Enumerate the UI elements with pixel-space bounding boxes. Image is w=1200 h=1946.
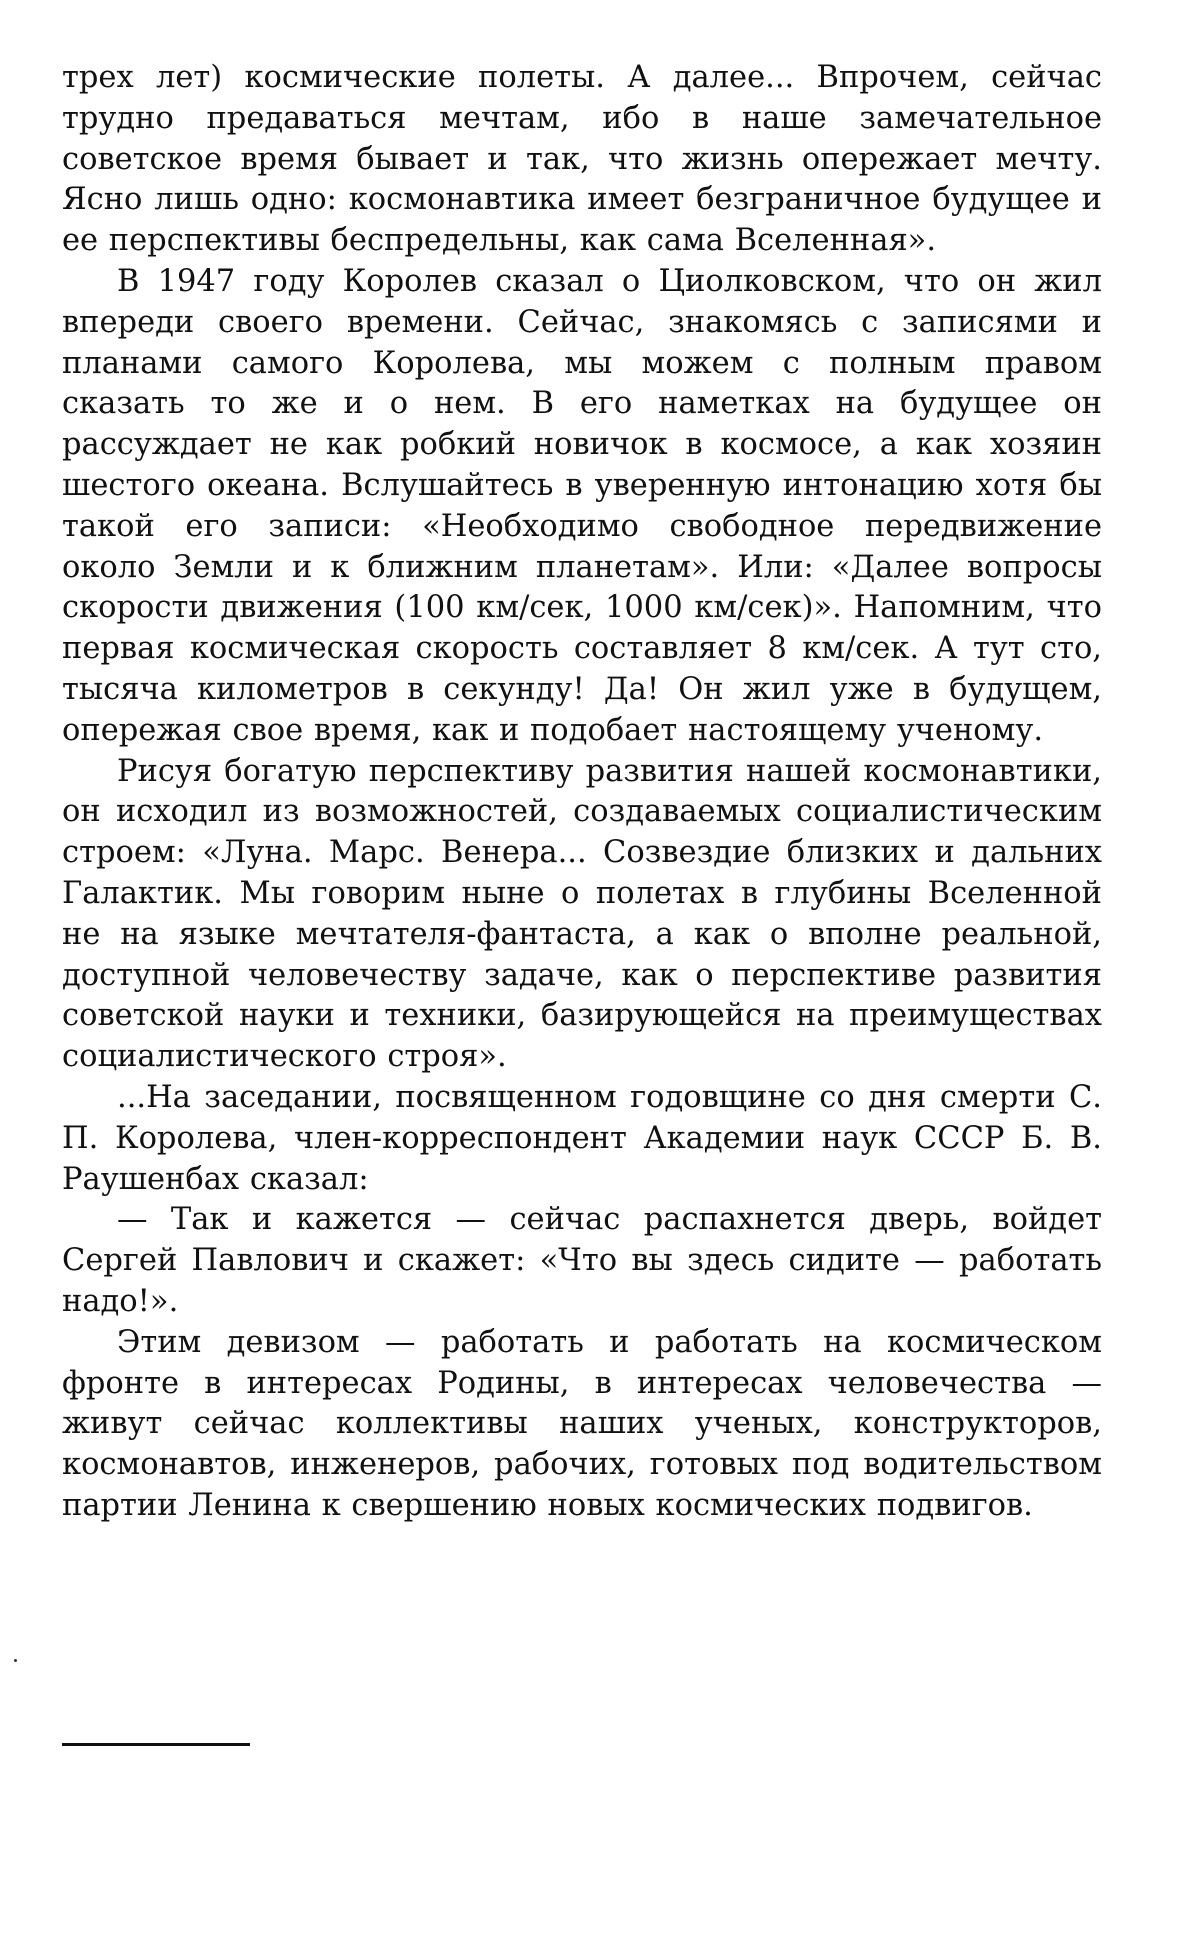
paragraph-motto: Этим девизом — работать и работать на космическом фронте в интересах Родины, в интересах человечества — живут сейчас коллективы наших ученых, конструкторов, космонавтов, инженеров, рабочих, готовых под водительством партии Ленина к свершению новых космических подвигов. bbox=[62, 1324, 1102, 1523]
print-speck bbox=[14, 1659, 17, 1662]
paragraph-continuation: трех лет) космические полеты. А далее... Впрочем, сейчас трудно предаваться мечтам, ибо в наше замечательное советское время бывает и так, что жизнь опережает мечту. Ясно лишь одно: космонавтика имеет безграничное будущее и ее перспективы беспредельны, как сама Вселенная». bbox=[62, 60, 1102, 259]
body-text bbox=[62, 58, 1102, 1527]
footnote-divider bbox=[62, 1743, 250, 1746]
paragraph-korolev-1947: В 1947 году Королев сказал о Циолковском, что он жил впереди своего времени. Сейчас, знакомясь с записями и планами самого Королева, мы можем с полным правом сказать то же и о нем. В его наметках на будущее он рассуждает не как робкий новичок в космосе, а как хозяин шестого океана. Вслушайтесь в уверенную интонацию хотя бы такой его записи: «Необходимо свободное передвижение около Земли и к ближним планетам». Или: «Далее вопросы скорости движения (100 км/сек, 1000 км/сек)». Напомним, что первая космическая скорость составляет 8 км/сек. А тут сто, тысяча километров в секунду! Да! Он жил уже в будущем, опережая свое время, как и подобает настоящему ученому. bbox=[62, 263, 1102, 748]
paragraph-meeting: ...На заседании, посвященном годовщине со дня смерти С. П. Королева, член-корреспондент Академии наук СССР Б. В. Раушенбах сказал: bbox=[62, 1079, 1102, 1197]
paragraph-perspective: Рисуя богатую перспективу развития нашей космонавтики, он исходил из возможностей, создаваемых социалистическим строем: «Луна. Марс. Венера... Созвездие близких и дальних Галактик. Мы говорим ныне о полетах в глубины Вселенной не на языке мечтателя-фантаста, а как о вполне реальной, доступной человечеству задаче, как о перспективе развития советской науки и техники, базирующейся на преимуществах социалистического строя». bbox=[62, 753, 1102, 1075]
paragraph-quote-raushenbakh: — Так и кажется — сейчас распахнется дверь, войдет Сергей Павлович и скажет: «Что вы здесь сидите — работать надо!». bbox=[62, 1202, 1102, 1319]
